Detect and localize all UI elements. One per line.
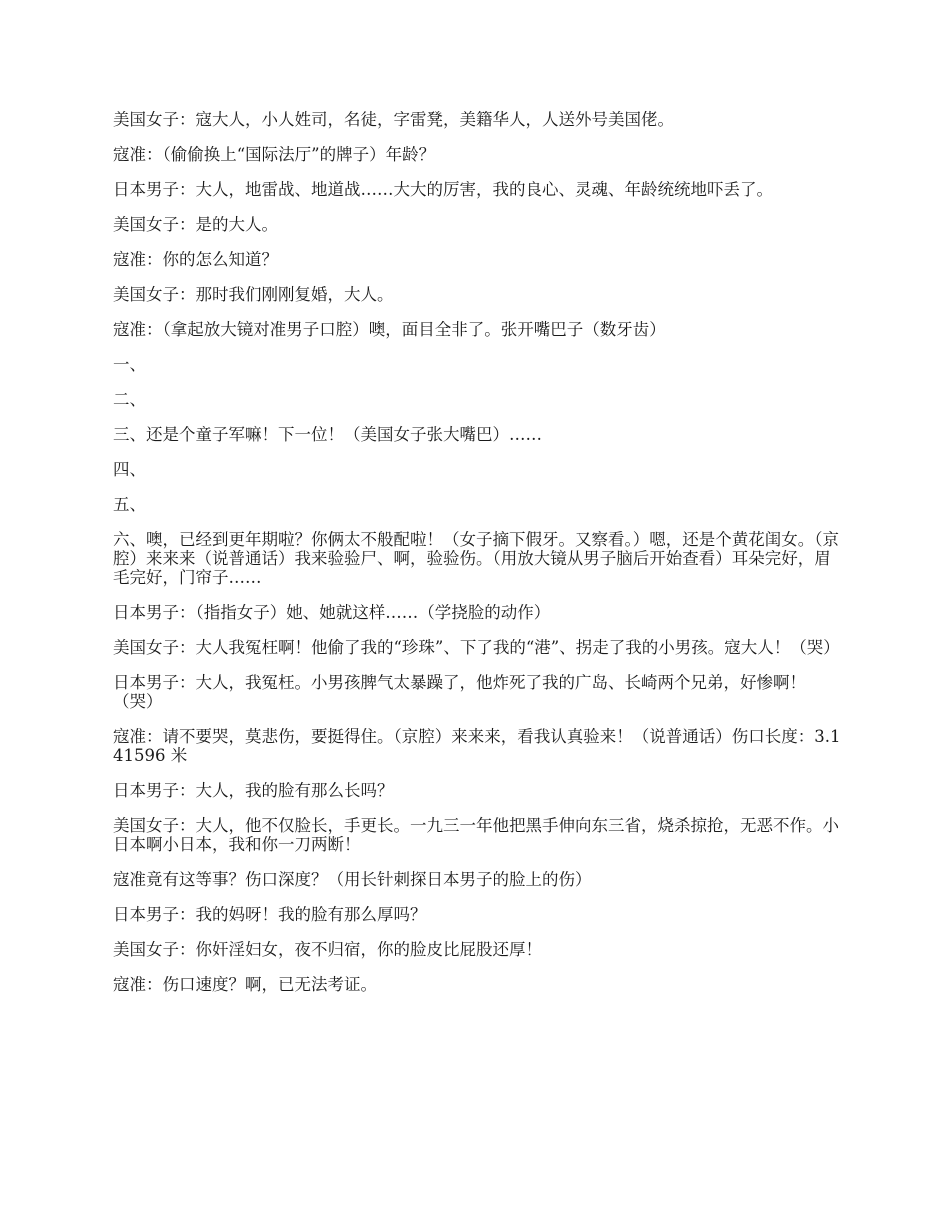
paragraph: 日本男子：我的妈呀！我的脸有那么厚吗？ <box>113 905 427 924</box>
paragraph: 寇准竟有这等事？伤口深度？（用长针刺探日本男子的脸上的伤） <box>113 870 592 889</box>
paragraph: 三、还是个童子军嘛！下一位！（美国女子张大嘴巴）…… <box>113 425 542 444</box>
paragraph: 美国女子：那时我们刚刚复婚，大人。 <box>113 285 394 304</box>
paragraph: 日本男子：（指指女子）她、她就这样……（学挠脸的动作） <box>113 603 551 622</box>
document-body <box>113 110 843 1010</box>
paragraph: 美国女子：大人我冤枉啊！他偷了我的“珍珠”、下了我的“港”、拐走了我的小男孩。寇大人！（哭） <box>113 638 840 657</box>
paragraph: 美国女子：寇大人，小人姓司，名徒，字雷凳，美籍华人，人送外号美国佬。 <box>113 110 674 129</box>
paragraph: 寇准：（偷偷换上“国际法厅”的牌子）年龄？ <box>113 145 436 164</box>
paragraph: 美国女子：是的大人。 <box>113 215 278 234</box>
paragraph: 六、噢，已经到更年期啦？你俩太不般配啦！（女子摘下假牙。又察看。）嗯，还是个黄花闺女。（京腔）来来来（说普通话）我来验验尸、啊，验验伤。（用放大镜从男子脑后开始查看）耳朵完好，眉毛完好，门帘子…… <box>113 530 839 587</box>
paragraph: 日本男子：大人，我冤枉。小男孩脾气太暴躁了，他炸死了我的广岛、长崎两个兄弟，好惨啊！（哭） <box>113 673 806 711</box>
paragraph: 寇准：你的怎么知道？ <box>113 250 278 269</box>
paragraph: 日本男子：大人，地雷战、地道战……大大的厉害，我的良心、灵魂、年龄统统地吓丢了。 <box>113 180 773 199</box>
paragraph: 二、 <box>113 390 146 409</box>
paragraph: 四、 <box>113 460 146 479</box>
paragraph: 一、 <box>113 355 146 374</box>
paragraph: 寇准：请不要哭，莫悲伤，要挺得住。（京腔）来来来，看我认真验来！（说普通话）伤口长度：3.141596 米 <box>113 727 841 765</box>
paragraph: 寇准：伤口速度？啊，已无法考证。 <box>113 975 377 994</box>
paragraph: 美国女子：你奸淫妇女，夜不归宿，你的脸皮比屁股还厚！ <box>113 940 542 959</box>
paragraph: 五、 <box>113 495 146 514</box>
paragraph: 美国女子：大人，他不仅脸长，手更长。一九三一年他把黑手伸向东三省，烧杀掠抢，无恶不作。小日本啊小日本，我和你一刀两断！ <box>113 816 839 854</box>
paragraph: 日本男子：大人，我的脸有那么长吗？ <box>113 781 394 800</box>
paragraph: 寇准：（拿起放大镜对准男子口腔）噢，面目全非了。张开嘴巴子（数牙齿） <box>113 320 666 339</box>
